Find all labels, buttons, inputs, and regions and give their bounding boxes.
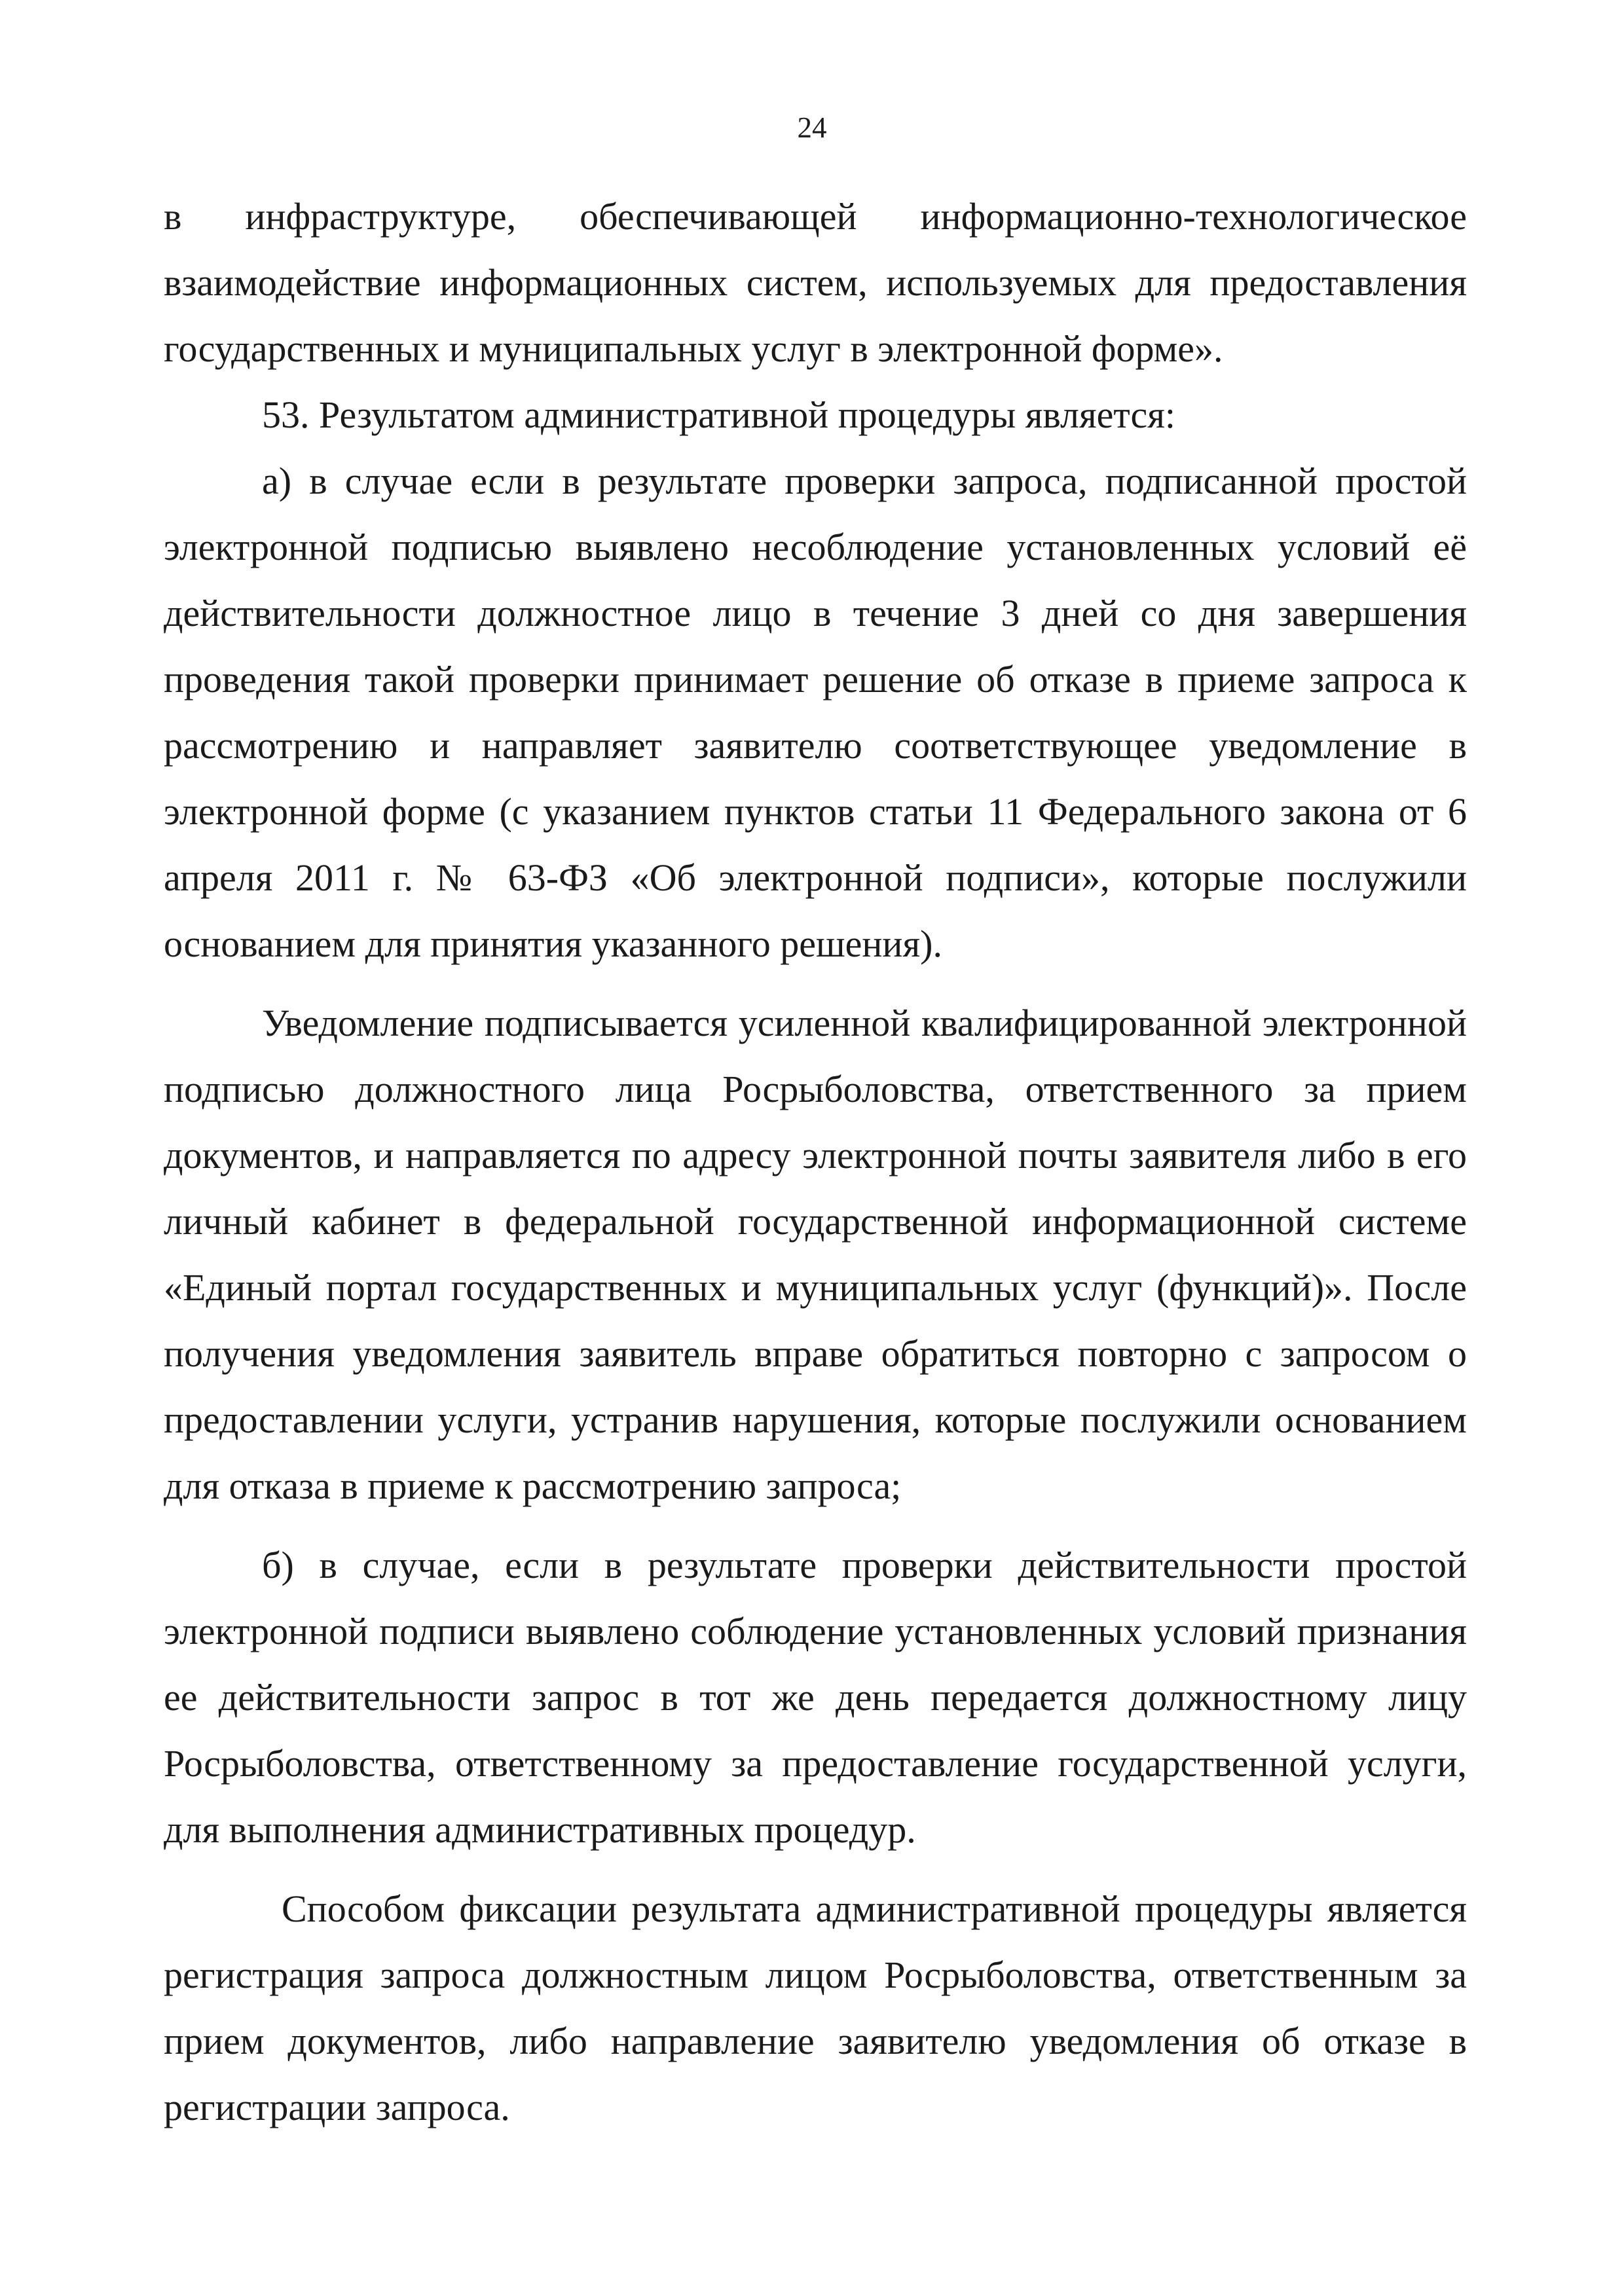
paragraph-subitem-b: б) в случае, если в результате проверки действительности простой электронной подписи выявлено соблюдение установленных условий признания ее действительности запрос в тот же день передается должностному лицу Росрыболовства, ответственному за предоставление государственной услуги, для выполнения административных процедур.: [164, 1544, 1467, 1851]
paragraph-fixation-method: Способом фиксации результата административной процедуры является регистрация запроса должностным лицом Росрыболовства, ответственным за прием документов, либо направление заявителю уведомления об отказе в регистрации запроса.: [164, 1887, 1467, 2128]
paragraph-item-53: 53. Результатом административной процедуры является:: [262, 393, 1176, 436]
page-number: 24: [797, 111, 827, 144]
paragraph-continuation: в инфраструктуре, обеспечивающей информационно-технологическое взаимодействие информационных систем, используемых для предоставления государственных и муниципальных услуг в электронной форме».: [164, 195, 1467, 370]
paragraph-notification: Уведомление подписывается усиленной квалифицированной электронной подписью должностного лица Росрыболовства, ответственного за прием документов, и направляется по адресу электронной почты заявителя либо в его личный кабинет в федеральной государственной информационной системе «Единый портал государственных и муниципальных услуг (функций)». После получения уведомления заявитель вправе обратиться повторно с запросом о предоставлении услуги, устранив нарушения, которые послужили основанием для отказа в приеме к рассмотрению запроса;: [164, 1002, 1467, 1507]
document-body: [164, 183, 1467, 2140]
paragraph-subitem-a: а) в случае если в результате проверки запроса, подписанной простой электронной подписью выявлено несоблюдение установленных условий её действительности должностное лицо в течение 3 дней со дня завершения проведения такой проверки принимает решение об отказе в приеме запроса к рассмотрению и направляет заявителю соответствующее уведомление в электронной форме (с указанием пунктов статьи 11 Федерального закона от 6 апреля 2011 г. № 63-ФЗ «Об электронной подписи», которые послужили основанием для принятия указанного решения).: [164, 460, 1467, 965]
